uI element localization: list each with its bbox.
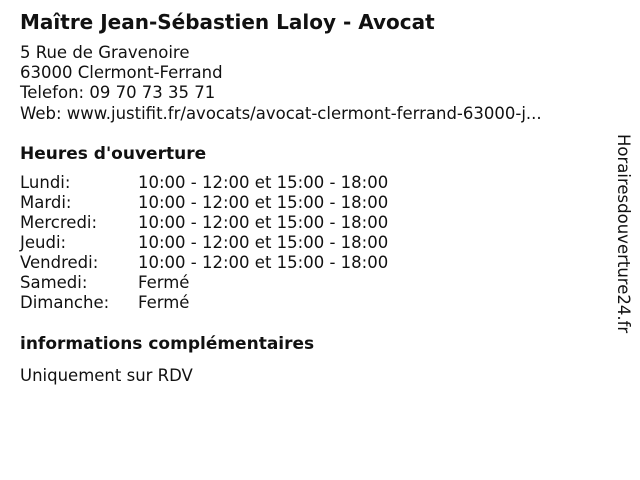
street-address: 5 Rue de Gravenoire [20,43,190,62]
day-label: Mercredi: [20,213,98,232]
hours-row-friday [20,253,388,273]
opening-hours-list [20,173,388,313]
city-postcode: 63000 Clermont-Ferrand [20,63,223,83]
hours-row-tuesday [20,193,388,213]
day-hours: Fermé [138,273,190,292]
day-hours: 10:00 - 12:00 et 15:00 - 18:00 [138,233,389,252]
day-label: Lundi: [20,173,71,192]
page-title: Maître Jean-Sébastien Laloy - Avocat [20,10,435,34]
address-block [20,43,542,124]
day-label: Samedi: [20,273,88,292]
hours-row-sunday [20,293,388,313]
day-hours: 10:00 - 12:00 et 15:00 - 18:00 [138,173,389,192]
day-label: Vendredi: [20,253,99,272]
hours-row-saturday [20,273,388,293]
additional-info-text: Uniquement sur RDV [20,366,193,385]
hours-row-monday [20,173,388,193]
phone-number: Telefon: 09 70 73 35 71 [20,83,216,103]
opening-hours-heading: Heures d'ouverture [20,144,207,164]
day-label: Jeudi: [20,233,67,252]
hours-row-thursday [20,233,388,253]
day-label: Dimanche: [20,293,110,312]
day-hours: 10:00 - 12:00 et 15:00 - 18:00 [138,213,389,232]
day-label: Mardi: [20,193,72,212]
day-hours: 10:00 - 12:00 et 15:00 - 18:00 [138,253,389,272]
day-hours: 10:00 - 12:00 et 15:00 - 18:00 [138,193,389,212]
site-watermark: Horairesdouverture24.fr [614,134,633,334]
website-link: Web: www.justifit.fr/avocats/avocat-clermont-ferrand-63000-j... [20,103,542,123]
hours-row-wednesday [20,213,388,233]
additional-info-heading: informations complémentaires [20,334,315,354]
day-hours: Fermé [138,293,190,312]
